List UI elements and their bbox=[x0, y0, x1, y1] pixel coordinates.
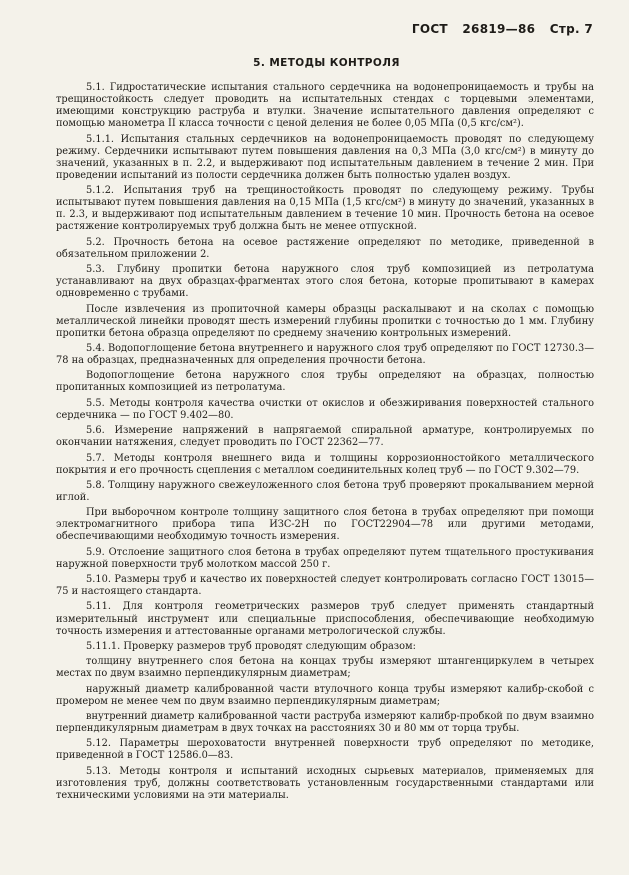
paragraph: 5.11.1. Проверку размеров труб проводят следующим образом: bbox=[86, 640, 416, 652]
paragraph: 5.10. Размеры труб и качество их поверхностей следует контролировать согласно ГОСТ 13015—75 и настоящего стандарта. bbox=[56, 574, 594, 598]
standard-number: 26819—86 bbox=[462, 22, 536, 36]
paragraph: 5.7. Методы контроля внешнего вида и толщины коррозионностойкого металлического покрытия и его прочность сцепления с металлом соединительных колец труб — по ГОСТ 9.302—79. bbox=[56, 452, 594, 476]
paragraph: 5.13. Методы контроля и испытаний исходных сырьевых материалов, применяемых для изготовления труб, должны соответствовать установленным государственными стандартами или техническими условиями на эти материалы. bbox=[56, 765, 594, 801]
paragraph: 5.11. Для контроля геометрических размеров труб следует применять стандартный измерительный инструмент или специальные приспособления, обеспечивающие необходимую точность измерения и аттестованные органами метрологической службы. bbox=[56, 601, 594, 637]
paragraph: толщину внутреннего слоя бетона на концах трубы измеряют штангенциркулем в четырех местах по двум взаимно перпендикулярным диаметрам; bbox=[56, 656, 594, 680]
paragraph: 5.3. Глубину пропитки бетона наружного слоя труб композицией из петролатума устанавливают на двух образцах-фрагментах этого слоя бетона, которые пропитывают в камерах одновременно с трубами. bbox=[56, 264, 594, 300]
paragraph: 5.1.1. Испытания стальных сердечников на водонепроницаемость проводят по следующему режиму. Сердечники испытывают путем повышения давления на 0,3 МПа (3,0 кгс/см²) в минуту до значений, указанных в п. 2.2, и выдерживают под испытательным давлением в течение 2 мин. При проведении испытаний из полости сердечника должен быть полностью удален воздух. bbox=[56, 133, 594, 181]
paragraph: Водопоглощение бетона наружного слоя трубы определяют на образцах, полностью пропитанных композицией из петролатума. bbox=[56, 370, 594, 394]
page-number: Стр. 7 bbox=[549, 22, 593, 36]
paragraph: При выборочном контроле толщину защитного слоя бетона в трубах определяют при помощи электромагнитного прибора типа ИЗС-2Н по ГОСТ22904—78 или другими методами, обеспечивающими необходимую точность измерения. bbox=[56, 507, 594, 543]
paragraph: 5.6. Измерение напряжений в напрягаемой спиральной арматуре, контролируемых по окончании натяжения, следует проводить по ГОСТ 22362—77. bbox=[56, 425, 594, 449]
paragraph: наружный диаметр калиброванной части втулочного конца трубы измеряют калибр-скобой с промером не менее чем по двум взаимно перпендикулярным диаметрам; bbox=[56, 683, 594, 707]
paragraph: 5.12. Параметры шероховатости внутренней поверхности труб определяют по методике, приведенной в ГОСТ 12586.0—83. bbox=[56, 738, 594, 762]
paragraph: После извлечения из пропиточной камеры образцы раскалывают и на сколах с помощью металлической линейки проводят шесть измерений глубины пропитки с точностью до 1 мм. Глубину пропитки бетона образца определяют по среднему значению контрольных измерений. bbox=[56, 303, 594, 339]
paragraph: 5.4. Водопоглощение бетона внутреннего и наружного слоя труб определяют по ГОСТ 12730.3—78 на образцах, предназначенных для определения прочности бетона. bbox=[56, 343, 594, 367]
standard-label: ГОСТ bbox=[411, 22, 448, 36]
paragraph: внутренний диаметр калиброванной части раструба измеряют калибр-пробкой по двум взаимно перпендикулярным диаметрам в двух точках на расстояниях 30 и 80 мм от торца трубы. bbox=[56, 710, 594, 735]
section-body bbox=[56, 82, 594, 802]
paragraph: 5.9. Отслоение защитного слоя бетона в трубах определяют путем тщательного простукивания наружной поверхности труб молотком массой 250 г. bbox=[56, 546, 594, 570]
paragraph: 5.8. Толщину наружного свежеуложенного слоя бетона труб проверяют прокалыванием мерной иглой. bbox=[56, 479, 594, 503]
paragraph: 5.1.2. Испытания труб на трещиностойкость проводят по следующему режиму. Трубы испытывают путем повышения давления на 0,15 МПа (1,5 кгс/см²) в минуту до значений, указанных в п. 2.3, и выдерживают под испытательным давлением в течение 10 мин. Прочность бетона на осевое растяжение контролируемых труб должна быть не менее отпускной. bbox=[56, 185, 594, 233]
paragraph: 5.2. Прочность бетона на осевое растяжение определяют по методике, приведенной в обязательном приложении 2. bbox=[56, 236, 594, 260]
section-title: 5. МЕТОДЫ КОНТРОЛЯ bbox=[253, 57, 400, 69]
page-header bbox=[412, 22, 593, 36]
paragraph: 5.5. Методы контроля качества очистки от окислов и обезжиривания поверхностей стального сердечника — по ГОСТ 9.402—80. bbox=[56, 397, 594, 421]
paragraph: 5.1. Гидростатические испытания стального сердечника на водонепроницаемость и трубы на трещиностойкость следует проводить на испытательных стендах с торцевыми элементами, имеющими конструкцию раструба и втулки. Значение испытательного давления определяют с помощью манометра II класса точности с ценой деления не более 0,05 МПа (0,5 кгс/см²). bbox=[56, 82, 594, 130]
